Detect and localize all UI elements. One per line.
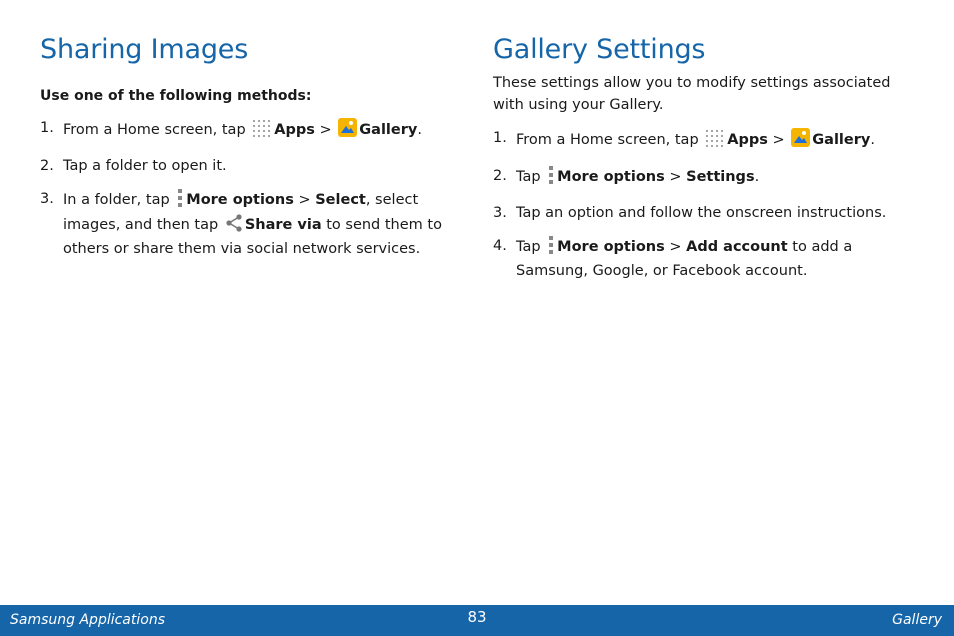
more-options-icon [547,236,555,261]
more-options-label: More options [186,192,294,208]
list-item [493,166,918,191]
sharing-steps [40,118,460,260]
step-separator: > [767,132,790,148]
step-text: to send them to others or share them via social network services. [63,217,442,257]
list-item [493,203,918,224]
step-text: to add a Samsung, Google, or Facebook account. [516,239,853,279]
settings-intro: These settings allow you to modify settings associated with using your Gallery. [493,75,891,113]
step-end: . [870,132,875,148]
right-column [493,30,918,294]
section-title-gallery-settings: Gallery Settings [493,34,706,65]
select-label: Select [315,192,366,208]
step-separator: > [664,169,687,185]
list-item [493,128,918,154]
apps-grid-icon [705,129,725,154]
step-text: Tap a folder to open it. [63,158,227,174]
add-account-label: Add account [686,239,788,255]
share-icon [225,214,243,239]
gallery-label: Gallery [812,132,871,148]
more-options-label: More options [557,169,665,185]
step-text: From a Home screen, tap [516,132,704,148]
step-separator: > [293,192,316,208]
footer-section-name: Samsung Applications [10,612,165,628]
footer-chapter-name: Gallery [892,612,942,628]
step-number: 3. [493,205,507,221]
gallery-icon [338,118,357,144]
left-column [40,30,460,272]
more-options-label: More options [557,239,665,255]
settings-steps [493,128,918,282]
methods-lead: Use one of the following methods: [40,88,312,104]
share-via-label: Share via [244,217,322,233]
step-number: 2. [40,158,54,174]
page-footer [0,605,954,636]
list-item [493,236,918,282]
section-title-sharing-images: Sharing Images [40,34,249,65]
page-number: 83 [467,608,487,626]
settings-label: Settings [686,169,755,185]
more-options-icon [547,166,555,191]
step-number: 2. [493,168,507,184]
step-end: . [417,122,422,138]
step-text: Tap [516,239,546,255]
step-end: . [754,169,760,185]
step-number: 4. [493,238,507,254]
step-text: Tap an option and follow the onscreen instructions. [516,205,887,221]
apps-label: Apps [274,122,315,138]
gallery-label: Gallery [359,122,418,138]
step-separator: > [314,122,337,138]
step-number: 3. [40,191,54,207]
list-item [40,189,460,260]
step-separator: > [664,239,687,255]
gallery-icon [791,128,810,154]
step-text: From a Home screen, tap [63,122,251,138]
step-number: 1. [40,120,54,136]
step-number: 1. [493,130,507,146]
apps-grid-icon [252,119,272,144]
step-text: In a folder, tap [63,192,175,208]
step-text: Tap [516,169,546,185]
list-item [40,156,460,177]
apps-label: Apps [727,132,768,148]
list-item [40,118,460,144]
more-options-icon [176,189,184,214]
step-text: , select images, and then tap [63,192,419,233]
